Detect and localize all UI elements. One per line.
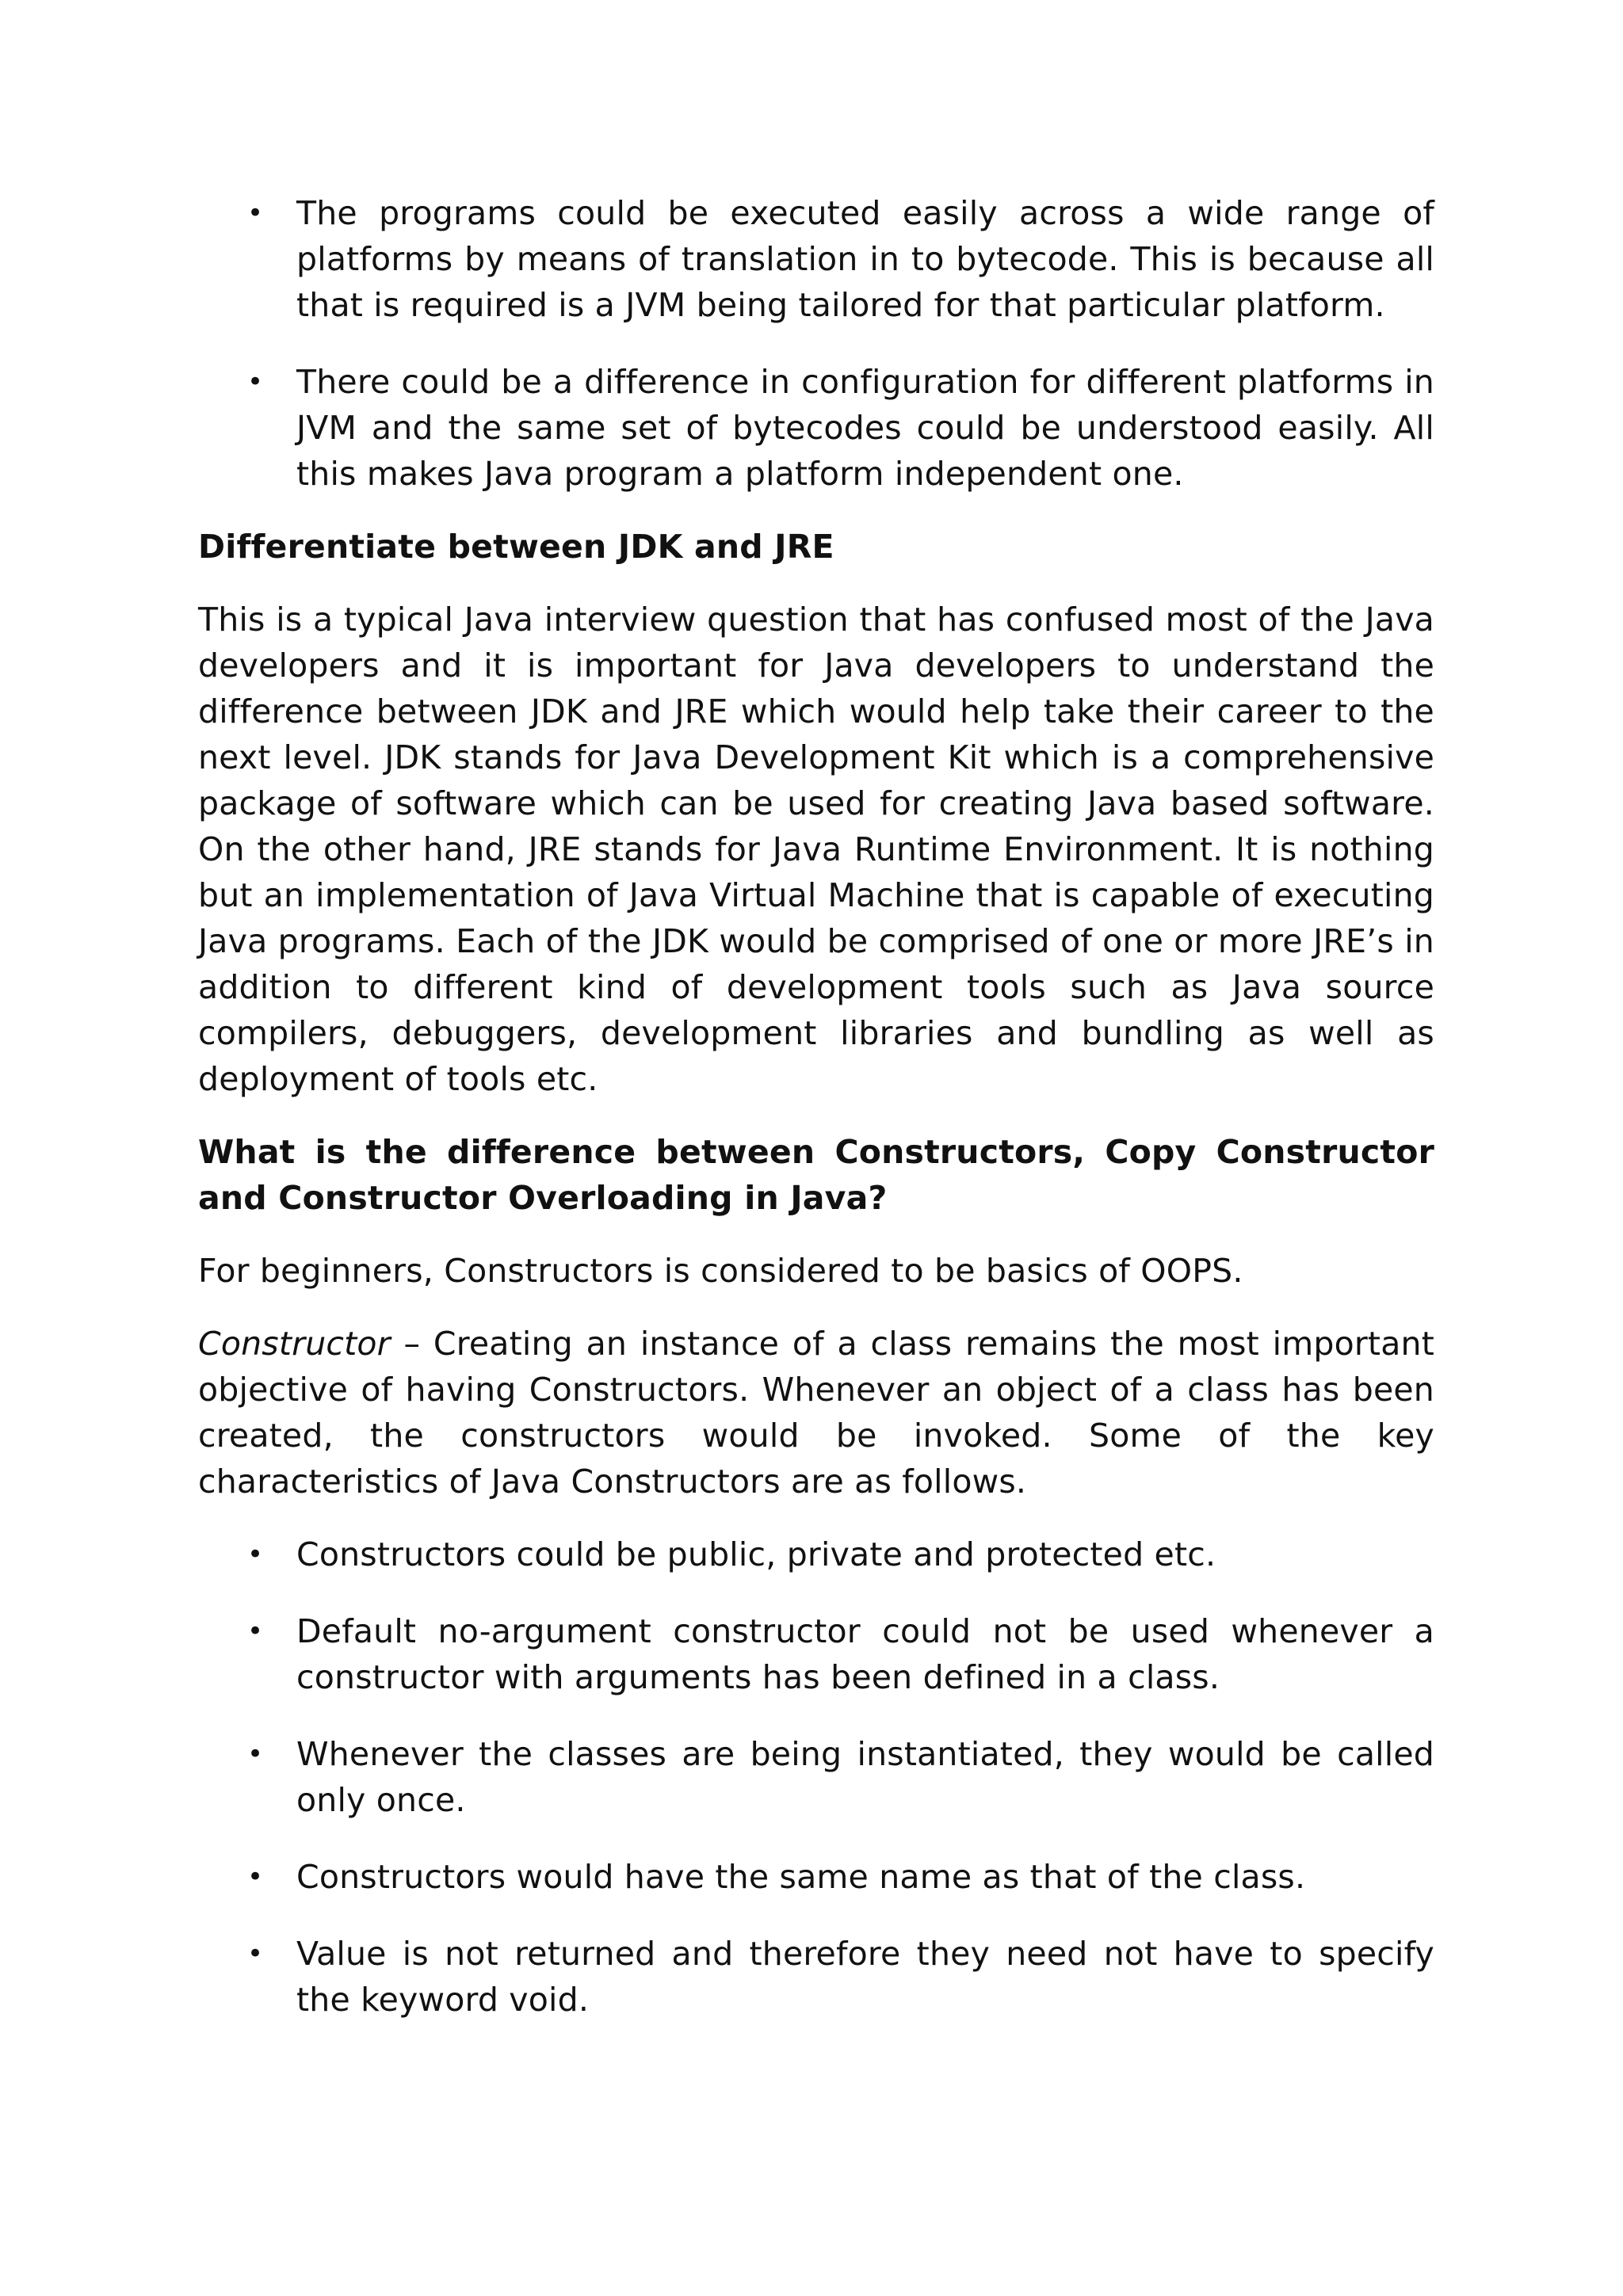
section-heading-constructors: What is the difference between Constructors, Copy Constructor and Constructor Overloading in Java? xyxy=(198,1133,1434,1217)
constructor-term: Constructor xyxy=(198,1325,391,1363)
list-item xyxy=(198,1931,1434,2023)
bullet-icon: • xyxy=(247,1539,264,1570)
list-item-text: Constructors could be public, private and protected etc. xyxy=(296,1535,1216,1573)
list-item-text: Whenever the classes are being instantiated, they would be called only once. xyxy=(296,1735,1434,1819)
bullet-icon: • xyxy=(247,1861,264,1893)
section-heading-jdk-jre: Differentiate between JDK and JRE xyxy=(198,528,834,566)
constructor-definition xyxy=(198,1321,1434,1505)
bullet-list-constructors xyxy=(198,1531,1434,2023)
list-item-text: Constructors would have the same name as that of the class. xyxy=(296,1858,1306,1896)
list-item xyxy=(198,1731,1434,1823)
bullet-icon: • xyxy=(247,366,264,398)
list-item xyxy=(198,190,1434,328)
list-item-text: Default no-argument constructor could not be used whenever a constructor with arguments has been defined in a class. xyxy=(296,1612,1434,1696)
list-item xyxy=(198,1854,1434,1900)
list-item-text: The programs could be executed easily across a wide range of platforms by means of translation in to bytecode. This is because all that is required is a JVM being tailored for that particular platform. xyxy=(296,194,1434,324)
document-page xyxy=(198,190,1434,2050)
list-item-text: Value is not returned and therefore they need not have to specify the keyword void. xyxy=(296,1935,1434,2019)
constructor-description: – Creating an instance of a class remains the most important objective of having Constructors. Whenever an object of a class has been created, the constructors would be invoked. Some of the key characteristics of Java Constructors are as follows. xyxy=(198,1325,1434,1501)
bullet-icon: • xyxy=(247,1938,264,1970)
list-item xyxy=(198,1608,1434,1700)
bullet-icon: • xyxy=(247,1738,264,1770)
list-item xyxy=(198,1531,1434,1577)
bullet-list-top xyxy=(198,190,1434,497)
constructors-intro: For beginners, Constructors is considered to be basics of OOPS. xyxy=(198,1252,1243,1290)
bullet-icon: • xyxy=(247,197,264,229)
bullet-icon: • xyxy=(247,1615,264,1647)
list-item-text: There could be a difference in configuration for different platforms in JVM and the same set of bytecodes could be understood easily. All this makes Java program a platform independent one. xyxy=(296,363,1434,493)
section-body-jdk-jre: This is a typical Java interview question that has confused most of the Java developers and it is important for Java developers to understand the difference between JDK and JRE which would help take their career to the next level. JDK stands for Java Development Kit which is a comprehensive package of software which can be used for creating Java based software. On the other hand, JRE stands for Java Runtime Environment. It is nothing but an implementation of Java Virtual Machine that is capable of executing Java programs. Each of the JDK would be comprised of one or more JRE’s in addition to different kind of development tools such as Java source compilers, debuggers, development libraries and bundling as well as deployment of tools etc. xyxy=(198,601,1434,1098)
list-item xyxy=(198,359,1434,497)
